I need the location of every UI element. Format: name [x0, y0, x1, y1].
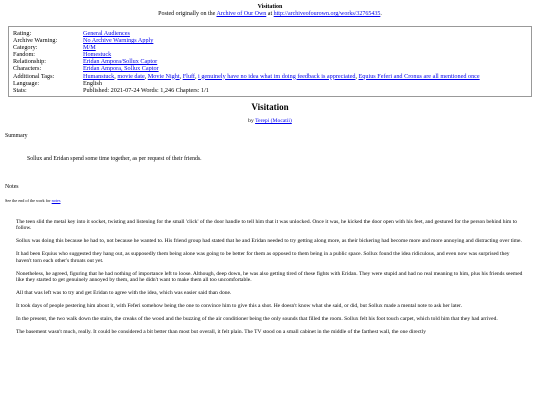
meta-warning-row [13, 37, 527, 44]
tag-link[interactable]: Equius Feferi and Cronus are all mentioned once [358, 72, 480, 80]
meta-label-characters: Characters: [13, 65, 42, 73]
byline [0, 118, 540, 125]
notes-prefix: See the end of the work for [5, 197, 52, 203]
posted-suffix: . [380, 11, 382, 17]
notes-heading: Notes [5, 183, 19, 190]
author-link[interactable]: Terepi (Mocatii) [255, 117, 292, 124]
story-body [16, 219, 524, 336]
site-header [0, 0, 540, 18]
tag-link[interactable]: Fluff [182, 72, 195, 80]
posted-prefix: Posted originally on the [158, 11, 217, 17]
byline-prefix: by [248, 117, 256, 124]
meta-characters-row [13, 65, 527, 72]
summary-heading: Summary [5, 132, 28, 139]
relationship-link[interactable]: Eridan Ampora/Sollux Captor [83, 58, 158, 66]
story-paragraph: It took days of people pestering him about it, with Feferi somehow being the one to convince him to give this a shot. He doesn't know what she said, or did, but Sollux made a mental note to ask her later. [16, 303, 462, 310]
posted-line [0, 11, 540, 18]
work-url-link[interactable]: http://archiveofourown.org/works/32765435 [273, 11, 381, 17]
work-meta-box [8, 26, 532, 97]
tag-list: Humanstuck, movie date, Movie Night, Fluff, i genuinely have no idea what im doing feedback is appreciated, Equius Feferi and Cronus are all mentioned once [83, 72, 480, 80]
fandom-link[interactable]: Homestuck [83, 51, 112, 59]
meta-rating-row [13, 30, 527, 37]
meta-relationship-row [13, 58, 527, 65]
meta-label-warning: Archive Warning: [13, 37, 58, 45]
story-paragraph: The basement wasn't much, really. It could be considered a bit better than most but overall, it felt plain. The TV stood on a small cabinet in the middle of the farthest wall, the one directly [16, 329, 426, 336]
story-paragraph: All that was left was to try and get Eridan to agree with the idea, which was easier said than done. [16, 290, 232, 297]
tag-link[interactable]: movie date [117, 72, 145, 80]
story-paragraph: Sollux was doing this because he had to, not because he wanted to. His friend group had stated that he and Eridan needed to try getting along more, as their bickering had become more and more annoying and distracting over time. [16, 238, 522, 245]
meta-label-tags: Additional Tags: [13, 72, 55, 80]
meta-label-rating: Rating: [13, 30, 32, 37]
meta-label-stats: Stats: [13, 86, 27, 94]
meta-fandom-row [13, 51, 527, 58]
posted-middle: at [266, 11, 274, 17]
end-notes-link[interactable]: notes [51, 197, 61, 203]
story-paragraph: It had been Equius who suggested they hang out, as supposedly them being alone was going to be better for them as opposed to them being in a public space. Sollux found the idea ridiculous, and even now was surprised they haven't torn each other's throats out yet. [16, 251, 510, 264]
meta-stats-row [13, 87, 527, 94]
story-paragraph: In the present, the two walk down the stairs, the creaks of the wood and the buzzing of the air conditioner being the only sounds that filled the room. Sollux felt his foot touch carpet, which told him that they had arrived. [16, 316, 498, 323]
rating-link[interactable]: General Audiences [83, 30, 130, 37]
meta-category-row [13, 44, 527, 51]
meta-language-row [13, 80, 527, 87]
stats-value: Published: 2021-07-24 Words: 1,246 Chapters: 1/1 [83, 86, 209, 94]
summary-text: Sollux and Eridan spend some time together, as per request of their friends. [27, 155, 202, 162]
story-paragraph: The teen slid the metal key into it socket, twisting and listening for the small 'click' of the door handle to tell him that it was unlocked. Once it was, he kicked the door open with his feet, and gestured for the person behind him to follow. [16, 218, 517, 232]
tag-link[interactable]: Humanstuck [83, 72, 115, 80]
meta-tags-row [13, 73, 527, 80]
meta-label-category: Category: [13, 44, 38, 52]
story-paragraph: Nonetheless, he agreed, figuring that he had nothing of importance left to loose. Although, deep down, he was also getting tired of these fights with Eridan. They were stupid and had no real meaning to him, plus his friends seemed like they started to get genuinely annoyed by them, and he didn't want to make them all too uncomfortable. [16, 270, 523, 284]
category-link[interactable]: M/M [83, 44, 96, 52]
tag-link[interactable]: Movie Night [147, 72, 180, 80]
work-title: Visitation [251, 101, 289, 112]
meta-label-fandom: Fandom: [13, 51, 36, 59]
meta-label-relationship: Relationship: [13, 58, 46, 66]
characters-link[interactable]: Eridan Ampora, Sollux Captor [83, 65, 159, 73]
site-title: Visitation [257, 4, 283, 10]
meta-label-language: Language: [13, 79, 40, 87]
notes-text [5, 198, 540, 203]
warning-link[interactable]: No Archive Warnings Apply [83, 37, 154, 45]
tag-link[interactable]: i genuinely have no idea what im doing feedback is appreciated [198, 72, 356, 80]
archive-link[interactable]: Archive of Our Own [216, 11, 267, 17]
language-value: English [83, 79, 102, 87]
